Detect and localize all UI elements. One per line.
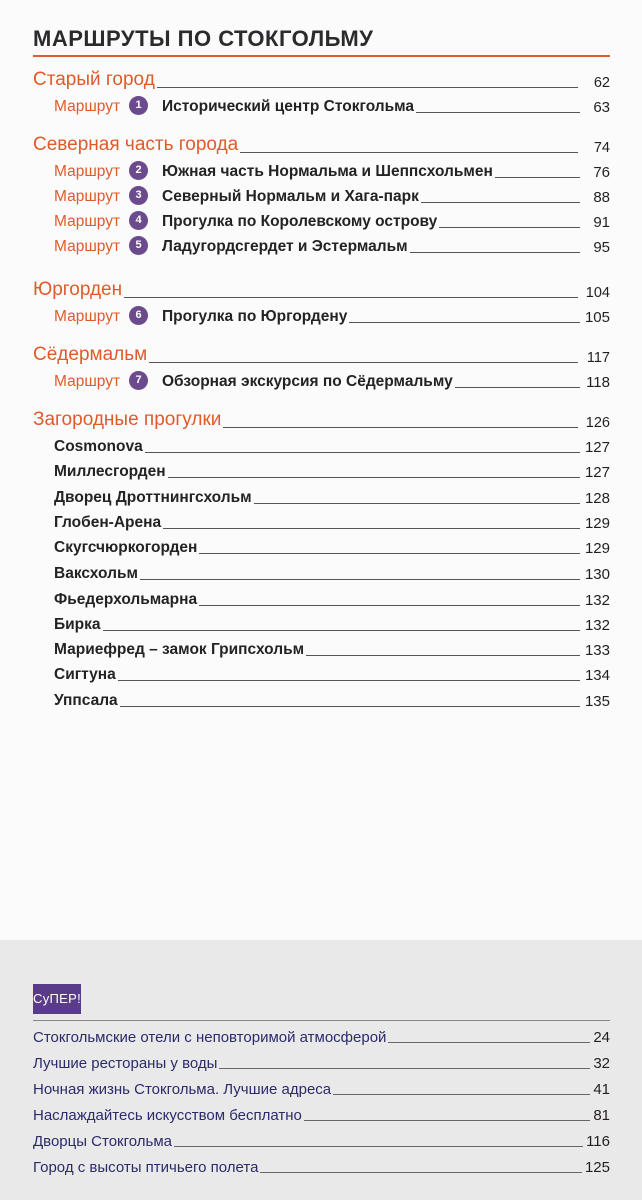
- super-item-title: Дворцы Стокгольма: [33, 1133, 172, 1150]
- super-item-row[interactable]: [0, 1074, 642, 1098]
- toc-sub-row[interactable]: [0, 610, 642, 634]
- page-number: 126: [583, 415, 610, 431]
- route-number-badge: 7: [129, 371, 148, 390]
- page-number: 88: [590, 189, 610, 206]
- page-number: 24: [590, 1029, 610, 1046]
- page-number: 95: [590, 239, 610, 256]
- page-number: 130: [582, 566, 610, 583]
- toc-sub-row[interactable]: [0, 686, 642, 710]
- page-number: 76: [590, 164, 610, 181]
- toc-title: Cosmonova: [54, 438, 143, 455]
- toc-title: Фьедерхольмарна: [54, 591, 198, 608]
- page-number: 127: [582, 464, 610, 481]
- route-label: Маршрут: [54, 238, 121, 255]
- toc-title: Ладугордсгердет и Эстермальм: [162, 238, 408, 255]
- page-number: 128: [582, 490, 610, 507]
- toc-title: Прогулка по Юргордену: [162, 308, 348, 325]
- toc-sub-row[interactable]: [0, 585, 642, 609]
- route-number-badge: 5: [129, 236, 148, 255]
- toc-route-row[interactable]: [0, 157, 642, 181]
- toc-section-row[interactable]: [0, 342, 642, 366]
- page-number: 117: [584, 350, 610, 366]
- super-item-title: Город с высоты птичьего полета: [33, 1159, 259, 1176]
- leader-line: [54, 630, 580, 631]
- toc-title: Миллесгорден: [54, 463, 166, 480]
- page-number: 105: [582, 309, 610, 326]
- route-label: Маршрут: [54, 213, 121, 230]
- page-number: 132: [582, 592, 610, 609]
- route-number-badge: 3: [129, 186, 148, 205]
- toc-title: Скугсчюркогорден: [54, 539, 198, 556]
- toc-title: Бирка: [54, 616, 101, 633]
- toc-title: Южная часть Нормальма и Шеппсхольмен: [162, 163, 493, 180]
- toc-route-row[interactable]: [0, 367, 642, 391]
- page-number: 63: [590, 99, 610, 116]
- toc-route-row[interactable]: [0, 302, 642, 326]
- route-label: Маршрут: [54, 98, 121, 115]
- page-number: 62: [591, 75, 610, 91]
- super-item-row[interactable]: [0, 1022, 642, 1046]
- toc-section-row[interactable]: [0, 407, 642, 431]
- toc-sub-row[interactable]: [0, 533, 642, 557]
- toc-title: Сёдермальм: [33, 344, 148, 365]
- page-number: 129: [582, 515, 610, 532]
- toc-title: Юргорден: [33, 279, 123, 300]
- toc-title: Старый город: [33, 69, 155, 90]
- toc-title: Дворец Дроттнингсхольм: [54, 489, 252, 506]
- toc-section-row[interactable]: [0, 67, 642, 91]
- page-number: 135: [582, 693, 610, 710]
- super-rule: [33, 1020, 610, 1021]
- page-number: 41: [590, 1081, 610, 1098]
- toc-sub-row[interactable]: [0, 559, 642, 583]
- toc-title: Северный Нормальм и Хага-парк: [162, 188, 419, 205]
- page-number: 134: [582, 667, 610, 684]
- route-number-badge: 4: [129, 211, 148, 230]
- page-number: 32: [590, 1055, 610, 1072]
- toc-title: Уппсала: [54, 692, 118, 709]
- page-number: 129: [582, 540, 610, 557]
- super-item-title: Стокгольмские отели с неповторимой атмосферой: [33, 1029, 387, 1046]
- toc-title: Исторический центр Стокгольма: [162, 98, 415, 115]
- toc-title: Глобен-Арена: [54, 514, 162, 531]
- route-number-badge: 6: [129, 306, 148, 325]
- toc-sub-row[interactable]: [0, 635, 642, 659]
- toc-sub-row[interactable]: [0, 660, 642, 684]
- toc-title: Мариефред – замок Грипсхольм: [54, 641, 305, 658]
- page-number: 127: [582, 439, 610, 456]
- page-number: 116: [583, 1133, 610, 1150]
- toc-route-row[interactable]: [0, 232, 642, 256]
- super-item-row[interactable]: [0, 1100, 642, 1124]
- super-item-title: Ночная жизнь Стокгольма. Лучшие адреса: [33, 1081, 332, 1098]
- route-label: Маршрут: [54, 188, 121, 205]
- route-number-badge: 1: [129, 96, 148, 115]
- toc-title: Прогулка по Королевскому острову: [162, 213, 438, 230]
- page-number: 91: [590, 214, 610, 231]
- toc-route-row[interactable]: [0, 92, 642, 116]
- super-item-row[interactable]: [0, 1126, 642, 1150]
- page-number: 132: [582, 617, 610, 634]
- route-label: Маршрут: [54, 373, 121, 390]
- toc-sub-row[interactable]: [0, 457, 642, 481]
- toc-route-row[interactable]: [0, 182, 642, 206]
- page-number: 81: [590, 1107, 610, 1124]
- route-number-badge: 2: [129, 161, 148, 180]
- page-number: 118: [583, 374, 610, 391]
- super-item-title: Лучшие рестораны у воды: [33, 1055, 218, 1072]
- toc-sub-row[interactable]: [0, 508, 642, 532]
- super-item-title: Наслаждайтесь искусством бесплатно: [33, 1107, 302, 1124]
- super-box: [0, 940, 642, 1200]
- super-item-row[interactable]: [0, 1048, 642, 1072]
- page-number: 133: [582, 642, 610, 659]
- title-rule: [33, 55, 610, 57]
- toc-title: Северная часть города: [33, 134, 239, 155]
- super-logo: СуПЕР!: [33, 984, 81, 1014]
- toc-title: Сигтуна: [54, 666, 116, 683]
- toc-section-row[interactable]: [0, 132, 642, 156]
- super-item-row[interactable]: [0, 1152, 642, 1176]
- route-label: Маршрут: [54, 163, 121, 180]
- page-number: 125: [582, 1159, 610, 1176]
- page-number: 104: [583, 285, 610, 301]
- toc-route-row[interactable]: [0, 207, 642, 231]
- toc-title: Обзорная экскурсия по Сёдермальму: [162, 373, 453, 390]
- toc-title: Ваксхольм: [54, 565, 138, 582]
- toc-sub-row[interactable]: [0, 483, 642, 507]
- page-number: 74: [591, 140, 610, 156]
- page-title: МАРШРУТЫ ПО СТОКГОЛЬМУ: [33, 26, 374, 51]
- leader-line: [54, 706, 580, 707]
- route-label: Маршрут: [54, 308, 121, 325]
- toc-section-row[interactable]: [0, 277, 642, 301]
- toc-title: Загородные прогулки: [33, 409, 222, 430]
- leader-line: [54, 680, 580, 681]
- toc-sub-row[interactable]: [0, 432, 642, 456]
